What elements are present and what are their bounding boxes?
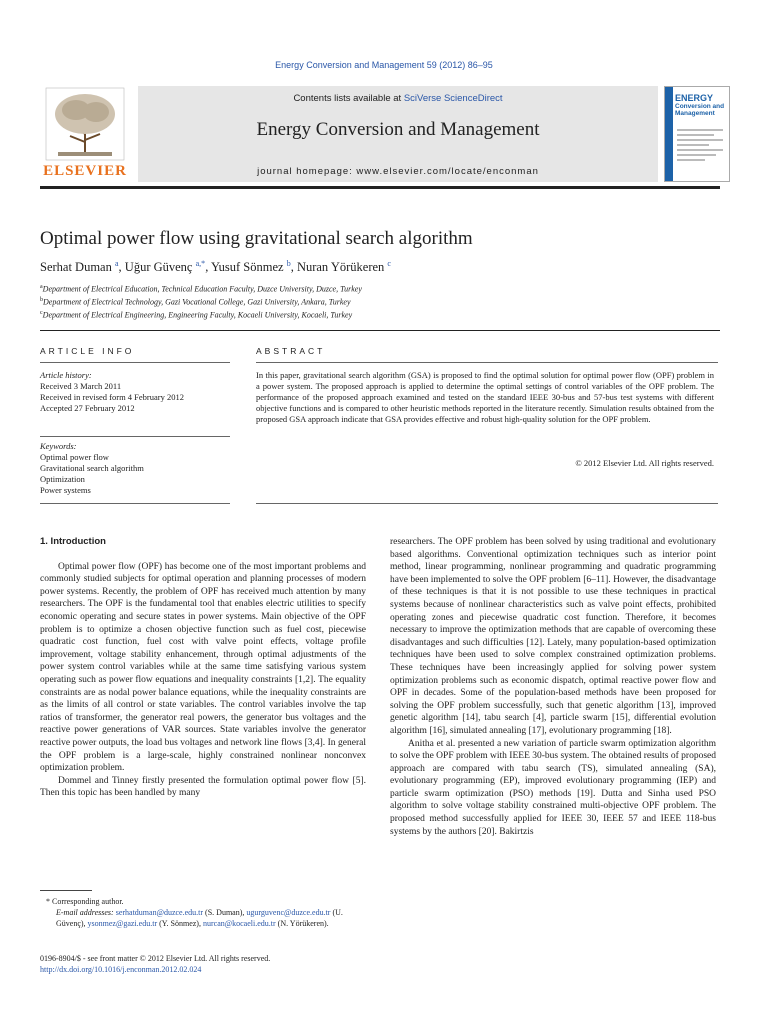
masthead-rule: [40, 186, 720, 189]
body-paragraph: Anitha et al. presented a new variation of particle swarm optimization algorithm to solve the OPF problem with IEEE 30-bus system. The obtained results of proposed approach are compared with tabu search (TS), simulated annealing (SA), evolutionary programming (EP), improved evolutionary programming (IEP) and particle swarm optimization (PSO) methods [19]. Dutta and Sinha used PSO algorithm to solve voltage stability constrained multi-objective OPF problem. The proposed method successfully applied for IEEE 30, IEEE 57 and IEEE 118-bus systems by the authors [20]. Bakirtzis: [390, 738, 716, 837]
body-left-column: [40, 536, 366, 800]
cover-title-line: Management: [675, 110, 715, 117]
email-link[interactable]: nurcan@kocaeli.edu.tr: [202, 919, 276, 928]
keywords: [40, 441, 144, 496]
author-affiliation-mark[interactable]: c: [387, 259, 391, 268]
affiliations: [40, 282, 362, 321]
author-affiliation-mark[interactable]: a,*: [195, 259, 206, 268]
journal-homepage[interactable]: journal homepage: www.elsevier.com/locate/enconman: [257, 166, 539, 177]
affiliation: [40, 282, 362, 295]
cover-title-line: Conversion and: [675, 103, 725, 110]
article-info-bottom-rule: [40, 503, 230, 504]
affiliation-mark: c: [40, 310, 43, 317]
footnote: [40, 896, 370, 929]
section-heading: 1. Introduction: [40, 536, 106, 547]
keywords-rule: [40, 436, 230, 437]
email-link[interactable]: ugurguvenc@duzce.edu.tr: [246, 908, 331, 917]
author-name: Uğur Güvenç: [124, 260, 193, 275]
affiliation: [40, 295, 362, 308]
author-affiliation-mark[interactable]: a: [114, 259, 119, 268]
body-right-column: [390, 536, 716, 838]
article-info-rule: [40, 362, 230, 363]
history-item: Received in revised form 4 February 2012: [40, 392, 184, 402]
author-name: Serhat Duman: [40, 260, 112, 275]
affiliation-mark: b: [40, 297, 43, 304]
history-item: Accepted 27 February 2012: [40, 403, 135, 413]
keyword: Power systems: [40, 485, 91, 495]
affiliation-text: Department of Electrical Education, Technical Education Faculty, Duzce University, Duzce, Turkey: [42, 284, 362, 294]
doi-link[interactable]: http://dx.doi.org/10.1016/j.enconman.2012.02.024: [40, 965, 202, 974]
contents-line: [138, 93, 658, 104]
abstract-bottom-rule: [256, 503, 718, 504]
elsevier-wordmark: ELSEVIER: [43, 163, 127, 179]
keywords-label: Keywords:: [40, 441, 77, 451]
journal-cover-thumbnail[interactable]: [664, 86, 730, 182]
journal-citation[interactable]: Energy Conversion and Management 59 (2012) 86–95: [275, 60, 493, 70]
body-paragraph: Dommel and Tinney firstly presented the formulation optimal power flow [5]. Then this topic has been handled by many: [40, 775, 366, 799]
corresponding-author-note: * Corresponding author.: [46, 897, 124, 906]
keyword: Optimal power flow: [40, 452, 109, 462]
email-owner: (N. Yörükeren).: [277, 919, 329, 928]
email-link[interactable]: serhatduman@duzce.edu.tr: [115, 908, 204, 917]
affiliation-mark: a: [40, 284, 43, 290]
article-info-heading: ARTICLE INFO: [40, 346, 135, 356]
abstract-rule: [256, 362, 718, 363]
keyword: Gravitational search algorithm: [40, 463, 144, 473]
paper-title: Optimal power flow using gravitational search algorithm: [40, 228, 473, 249]
cover-title-line: ENERGY: [675, 93, 714, 103]
email-owner: (U. Güvenç),: [56, 908, 343, 928]
abstract-text: In this paper, gravitational search algorithm (GSA) is proposed to find the optimal solution for optimal power flow (OPF) problem in a power system. The proposed approach is applied to determine the optimal settings of control variables of the OPF problem. The performance of the proposed approach examined and tested on the standard IEEE 30-bus and 57-bus test systems with different objective functions and is compared to other heuristic methods reported in the literature recently. Simulation results obtained from the proposed GSA approach indicate that GSA provides effective and robust high-quality solution for the OPF problem.: [256, 370, 714, 424]
affiliation-text: Department of Electrical Technology, Gazi Vocational College, Gazi University, Ankara, Turkey: [43, 297, 351, 307]
history-label: Article history:: [40, 370, 92, 380]
body-paragraph: researchers. The OPF problem has been solved by using traditional and evolutionary based algorithms. Conventional optimization techniques such as interior point method, linear programming, nonlinear programming and quadratic programming have been implemented to solve the OPF problem [6–11]. However, the disadvantage of these techniques is that it is not possible to use these techniques in practical systems because of nonlinear characteristics such as valve point effects, prohibited operating zones and piecewise quadratic cost function. Therefore, it becomes necessary to improve the optimization methods that are capable of overcoming these disadvantages and such difficulties [12]. Lately, many population-based optimization techniques have been used to solve complex constrained optimization problems. These techniques have been increasingly applied for solving power system optimization problems such as economic dispatch, optimal reactive power flow and OPF in decades. Some of the population-based methods have been proposed for solving the OPF problem successfully, such that genetic algorithm [13], improved genetic algorithm [14], tabu search [4], particle swarm [15], differential evolution algorithm [16], simulated annealing [17], evolutionary programming [18].: [390, 537, 716, 736]
abstract-copyright: © 2012 Elsevier Ltd. All rights reserved.: [575, 458, 714, 468]
author-name: Nuran Yörükeren: [296, 260, 385, 275]
email-addresses: [40, 907, 370, 929]
email-label: E-mail addresses:: [56, 908, 114, 917]
journal-masthead: [40, 86, 730, 186]
sciencedirect-link[interactable]: SciVerse ScienceDirect: [403, 93, 503, 104]
body-paragraph: Optimal power flow (OPF) has become one of the most important problems and commonly studied subjects for optimal operation and planning processes of modern power systems. Recently, the problem of OPF has received much attention by many researchers. The OPF is the fundamental tool that enables electric utilities to specify economic operating and secure states in power systems. Main objective of the OPF problem is to optimize a chosen objective function such as fuel cost, piecewise quadratic cost function, fuel cost with valve point effects, voltage profile improvement, voltage stability enhancement, through optimal adjustments of the power system control variables while at the same time satisfying various system operating such as power flow equations and inequality constraints [1,2]. The equality constraints are as nodal power balance equations, while the inequality constraints are as the limits of all control or state variables. The control variables involve the tap ratios of transformer, the generator real powers, the generator bus voltages and the reactive power generations of VAR sources. State variables involve the generator reactive power outputs, the load bus voltages and network line flows [3,4]. In general the OPF problem is a large-scale, highly constrained nonlinear nonconvex optimization problem.: [40, 561, 366, 774]
title-rule: [40, 330, 720, 331]
footnote-rule: [40, 890, 92, 891]
affiliation-text: Department of Electrical Engineering, Engineering Faculty, Kocaeli University, Kocaeli, Turkey: [42, 310, 353, 320]
author-affiliation-mark[interactable]: b: [286, 259, 291, 268]
contents-prefix: Contents lists available at: [293, 93, 404, 104]
email-link[interactable]: ysonmez@gazi.edu.tr: [87, 919, 158, 928]
history-item: Received 3 March 2011: [40, 381, 122, 391]
cover-contents-lines: [677, 129, 723, 164]
author-name: Yusuf Sönmez: [210, 260, 284, 275]
cover-title: [675, 93, 724, 117]
issn-block: [40, 953, 270, 975]
keyword: Optimization: [40, 474, 85, 484]
journal-title: Energy Conversion and Management: [256, 119, 540, 140]
email-owner: (S. Duman),: [205, 908, 245, 917]
abstract-heading: ABSTRACT: [256, 346, 326, 356]
email-owner: (Y. Sönmez),: [159, 919, 201, 928]
affiliation: [40, 308, 362, 321]
author-list: Serhat Duman $^a$, Uğur Güvenç $^{a,*}$, Yusuf Sönmez $^b$, Nuran Yörükeren $^c$: [40, 259, 391, 275]
issn-line: 0196-8904/$ - see front matter © 2012 Elsevier Ltd. All rights reserved.: [40, 954, 271, 963]
article-history: [40, 370, 184, 414]
cover-band: [665, 87, 673, 182]
